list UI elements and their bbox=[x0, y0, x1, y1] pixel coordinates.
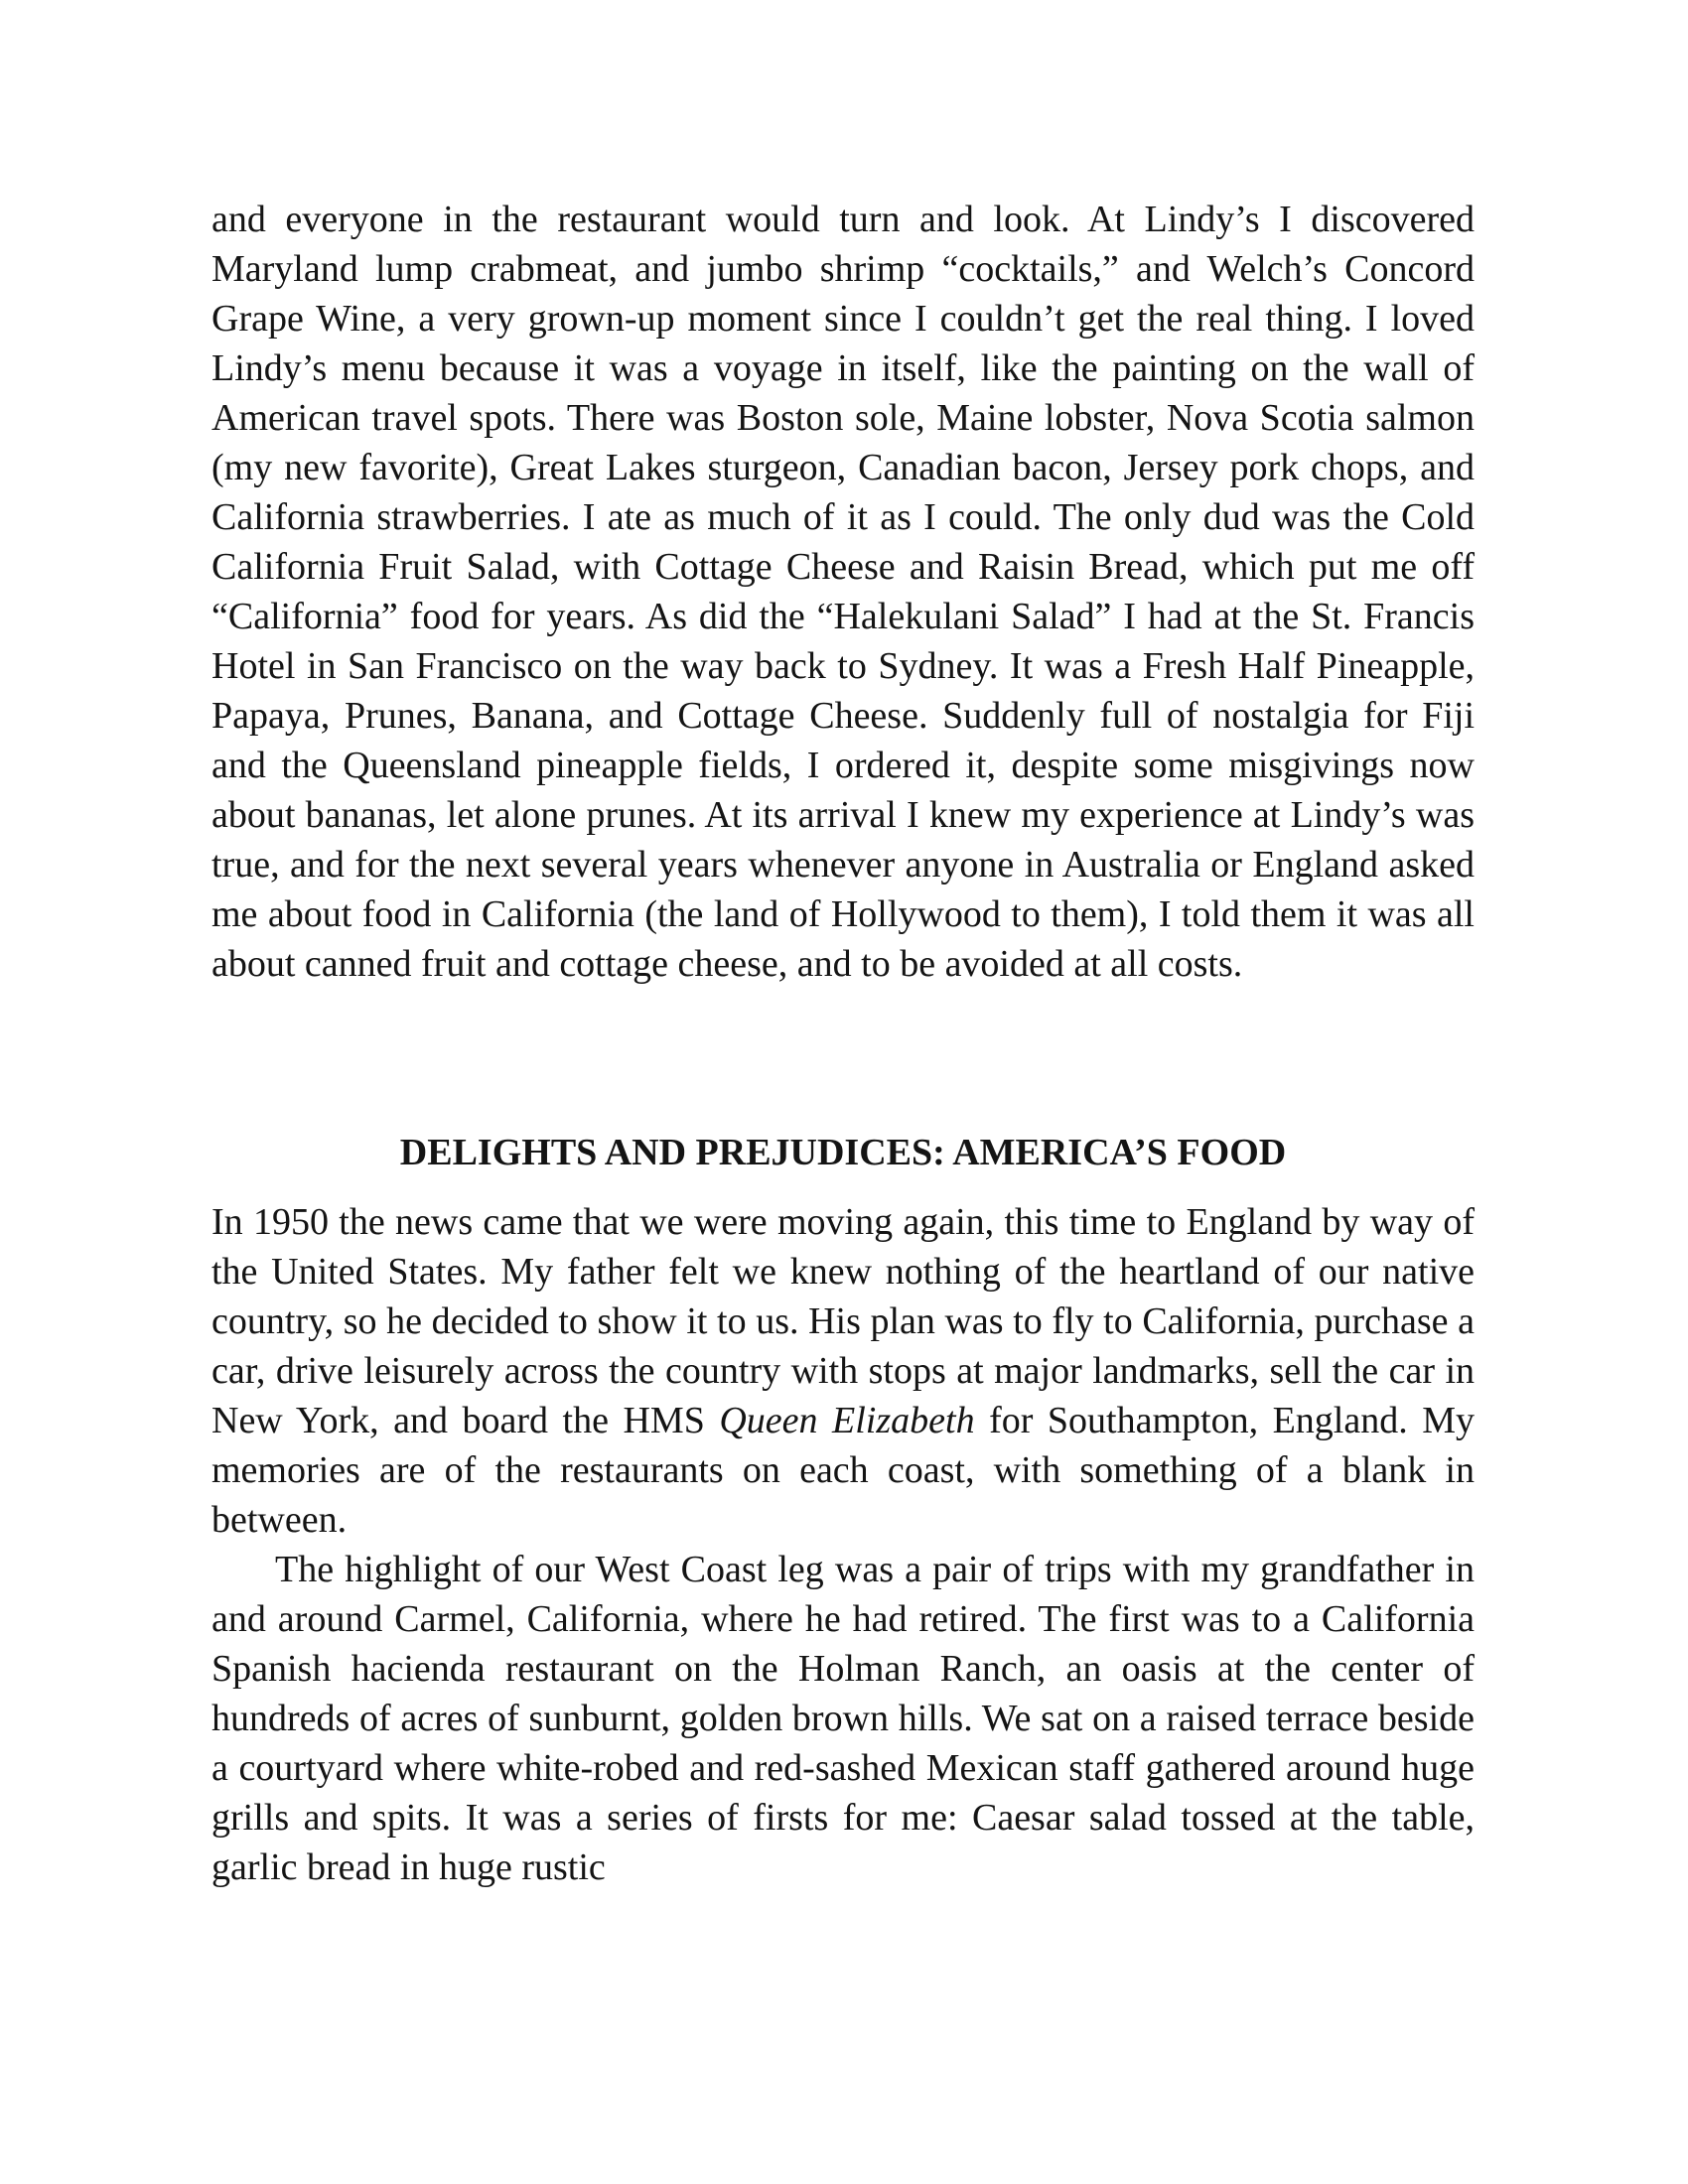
book-page bbox=[211, 195, 1475, 1892]
body-paragraph-west-coast: The highlight of our West Coast leg was a pair of trips with my grandfather in and around Carmel, California, where he had retired. The first was to a California Spanish hacienda restaurant on the Holman Ranch, an oasis at the center of hundreds of acres of sunburnt, golden brown hills. We sat on a raised terrace beside a courtyard where white-robed and red-sashed Mexican staff gathered around huge grills and spits. It was a series of firsts for me: Caesar salad tossed at the table, garlic bread in huge rustic bbox=[211, 1549, 1475, 1888]
body-paragraph-lindys: and everyone in the restaurant would turn and look. At Lindy’s I discovered Maryland lump crabmeat, and jumbo shrimp “cocktails,” and Welch’s Concord Grape Wine, a very grown-up moment since I couldn’t get the real thing. I loved Lindy’s menu because it was a voyage in itself, like the painting on the wall of American travel spots. There was Boston sole, Maine lobster, Nova Scotia salmon (my new favorite), Great Lakes sturgeon, Canadian bacon, Jersey pork chops, and California strawberries. I ate as much of it as I could. The only dud was the Cold California Fruit Salad, with Cottage Cheese and Raisin Bread, which put me off “California” food for years. As did the “Halekulani Salad” I had at the St. Francis Hotel in San Francisco on the way back to Sydney. It was a Fresh Half Pineapple, Papaya, Prunes, Banana, and Cottage Cheese. Suddenly full of nostalgia for Fiji and the Queensland pineapple fields, I ordered it, despite some misgivings now about bananas, let alone prunes. At its arrival I knew my experience at Lindy’s was true, and for the next several years whenever anyone in Australia or England asked me about food in California (the land of Hollywood to them), I told them it was all about canned fruit and cottage cheese, and to be avoided at all costs. bbox=[211, 199, 1475, 985]
ship-name: Queen Elizabeth bbox=[719, 1400, 975, 1441]
section-heading: DELIGHTS AND PREJUDICES: AMERICA’S FOOD bbox=[399, 1132, 1287, 1173]
paragraph-text-before-ship: In 1950 the news came that we were moving again, this time to England by way of the United States. My father felt we knew nothing of the heartland of our native country, so he decided to show it to us. His plan was to fly to California, purchase a car, drive leisurely across the country with stops at major landmarks, sell the car in New York, and board the HMS bbox=[211, 1201, 1475, 1441]
body-paragraph-moving bbox=[211, 1197, 1475, 1545]
paragraph-text-after-ship: for Southampton, England. My memories are of the restaurants on each coast, with something of a blank in between. bbox=[211, 1400, 1476, 1541]
